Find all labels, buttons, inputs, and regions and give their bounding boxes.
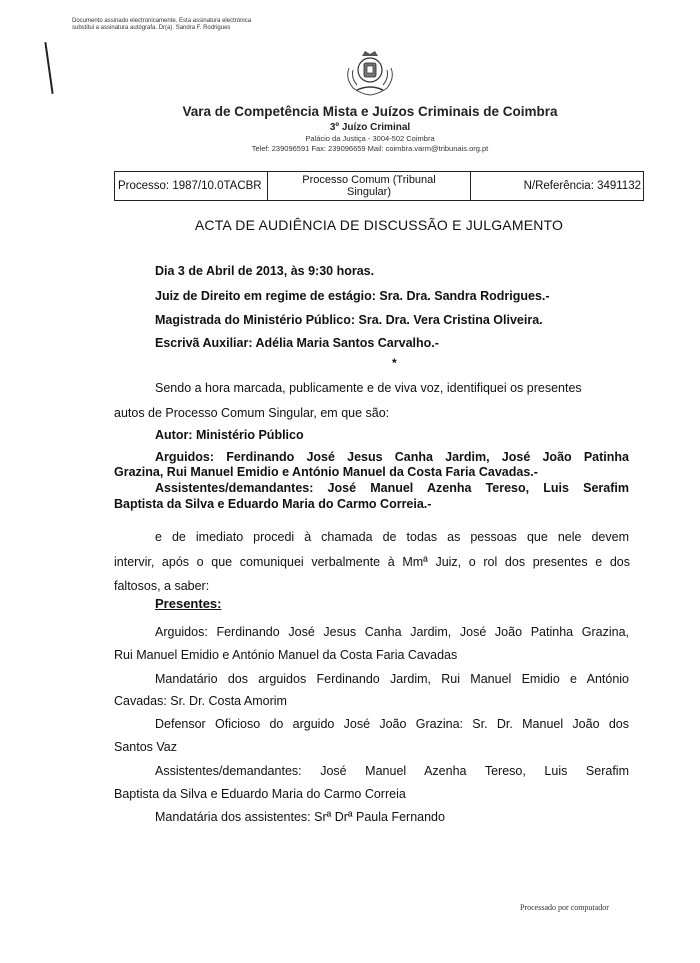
arguidos-line-1: Arguidos: Ferdinando José Jesus Canha Jardim, José João Patinha bbox=[155, 450, 629, 464]
session-date: Dia 3 de Abril de 2013, às 9:30 horas. bbox=[155, 264, 375, 278]
assistentes-line-2: Baptista da Silva e Eduardo Maria do Carmo Correia.- bbox=[114, 497, 432, 511]
process-type bbox=[267, 172, 470, 200]
margin-pen-stroke bbox=[44, 42, 53, 94]
court-section: 3º Juízo Criminal bbox=[329, 122, 411, 133]
presentes-assistentes-line-2: Baptista da Silva e Eduardo Maria do Carmo Correia bbox=[114, 787, 406, 801]
defensor-line-2: Santos Vaz bbox=[114, 740, 178, 754]
session-clerk: Escrivã Auxiliar: Adélia Maria Santos Carvalho.- bbox=[155, 336, 439, 350]
reference-table bbox=[114, 171, 644, 201]
autor-line: Autor: Ministério Público bbox=[155, 428, 304, 442]
session-prosecutor: Magistrada do Ministério Público: Sra. Dra. Vera Cristina Oliveira. bbox=[155, 313, 543, 327]
coat-of-arms-icon bbox=[343, 48, 397, 96]
chamada-line-3: faltosos, a saber: bbox=[114, 579, 210, 593]
court-address: Palácio da Justiça - 3004-502 Coimbra bbox=[305, 134, 435, 143]
intro-line-1: Sendo a hora marcada, publicamente e de viva voz, identifiquei os presentes bbox=[155, 381, 582, 395]
chamada-line-2: intervir, após o que comuniquei verbalmente à Mmª Juiz, o rol dos presentes e dos bbox=[114, 555, 630, 569]
reference-number: N/Referência: 3491132 bbox=[470, 172, 643, 200]
defensor-line-1: Defensor Oficioso do arguido José João Grazina: Sr. Dr. Manuel João dos bbox=[155, 717, 629, 731]
presentes-heading: Presentes: bbox=[155, 596, 222, 611]
mandatario-arguidos-line-1: Mandatário dos arguidos Ferdinando Jardim, Rui Manuel Emidio e António bbox=[155, 672, 629, 686]
process-number: Processo: 1987/10.0TACBR bbox=[118, 180, 262, 192]
electronic-signature-note: Documento assinado electronicamente. Esta assinatura electrónica substitui a assinatura autógrafa. Dr(a). Sandra F. Rodrigues bbox=[72, 18, 252, 31]
court-name: Vara de Competência Mista e Juízos Criminais de Coimbra bbox=[182, 104, 558, 119]
presentes-arguidos-line-1: Arguidos: Ferdinando José Jesus Canha Jardim, José João Patinha Grazina, bbox=[155, 625, 629, 639]
session-judge: Juiz de Direito em regime de estágio: Sra. Dra. Sandra Rodrigues.- bbox=[155, 289, 550, 303]
arguidos-line-2: Grazina, Rui Manuel Emidio e António Manuel da Costa Faria Cavadas.- bbox=[114, 465, 538, 479]
presentes-arguidos-line-2: Rui Manuel Emidio e António Manuel da Costa Faria Cavadas bbox=[114, 648, 458, 662]
footer-note: Processado por computador bbox=[520, 903, 609, 912]
assistentes-line-1: Assistentes/demandantes: José Manuel Azenha Tereso, Luis Serafim bbox=[155, 481, 629, 495]
document-title: ACTA DE AUDIÊNCIA DE DISCUSSÃO E JULGAMENTO bbox=[194, 217, 564, 233]
intro-line-2: autos de Processo Comum Singular, em que são: bbox=[114, 406, 390, 420]
court-contacts: Telef: 239096591 Fax: 239096659 Mail: coimbra.varm@tribunais.org.pt bbox=[251, 144, 489, 153]
process-type-line1: Processo Comum (Tribunal bbox=[302, 174, 436, 186]
mandataria-assistentes: Mandatária dos assistentes: Srª Drª Paula Fernando bbox=[155, 810, 445, 824]
process-type-line2: Singular) bbox=[346, 186, 392, 198]
mandatario-arguidos-line-2: Cavadas: Sr. Dr. Costa Amorim bbox=[114, 694, 287, 708]
separator-star: * bbox=[392, 356, 397, 370]
chamada-line-1: e de imediato procedi à chamada de todas as pessoas que nele devem bbox=[155, 530, 629, 544]
presentes-assistentes-line-1: Assistentes/demandantes: José Manuel Azenha Tereso, Luis Serafim bbox=[155, 764, 629, 778]
